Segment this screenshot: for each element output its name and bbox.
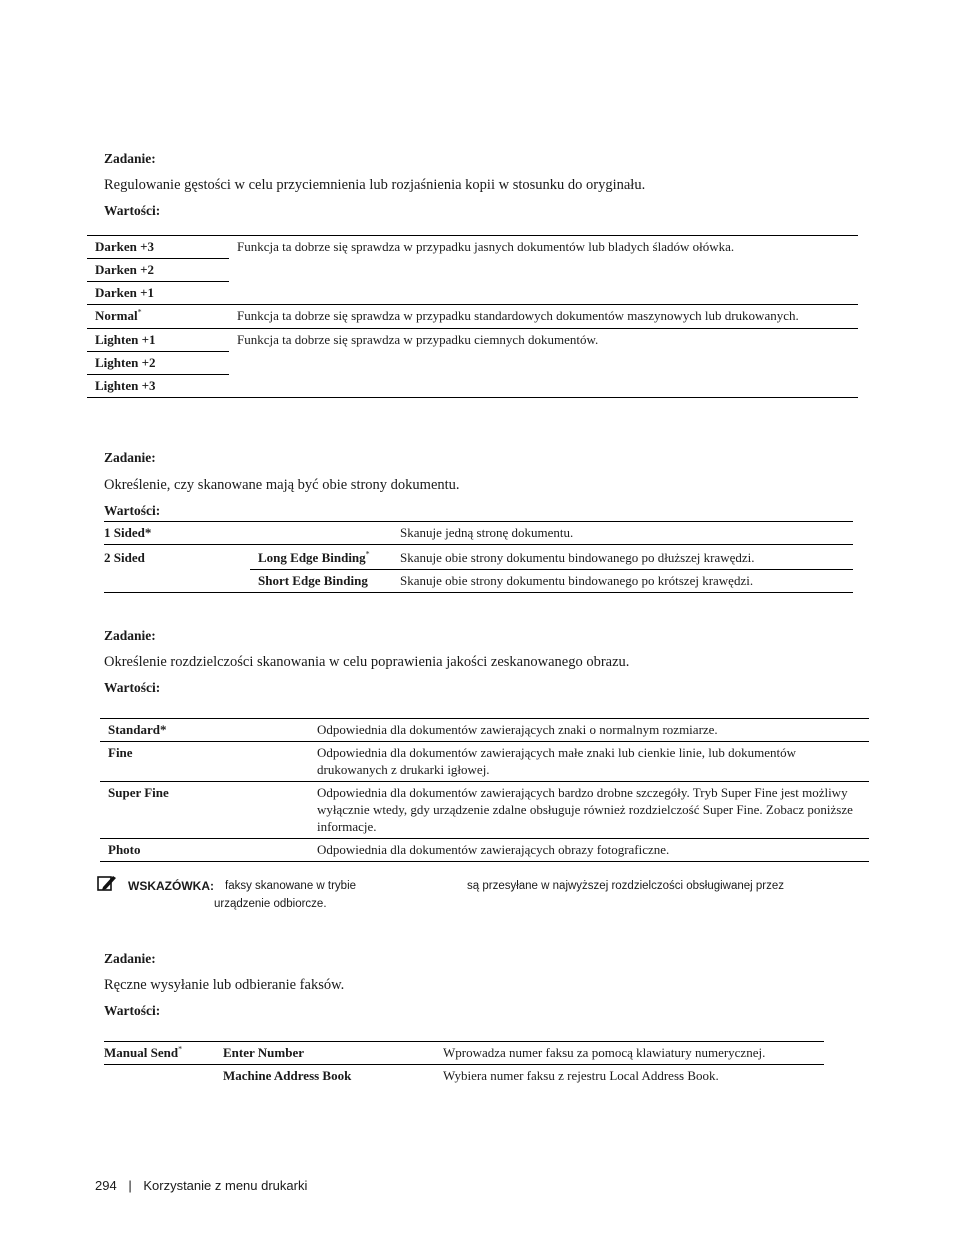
value-name: Super Fine — [100, 782, 309, 839]
values-label: Wartości: — [104, 1003, 161, 1018]
value-description: Odpowiednia dla dokumentów zawierających znaki o normalnym rozmiarze. — [309, 719, 869, 742]
table-row — [104, 1042, 824, 1065]
section-title: Korzystanie z menu drukarki — [143, 1178, 308, 1193]
value-description: Wybiera numer faksu z rejestru Local Address Book. — [443, 1068, 719, 1083]
task-label: Zadanie: — [104, 151, 156, 166]
value-subname — [250, 522, 392, 545]
sides-values-table — [104, 521, 853, 593]
table-row — [104, 545, 853, 570]
value-name-text: Manual Send — [104, 1045, 179, 1060]
value-subname-text: Long Edge Binding — [258, 550, 366, 565]
table-row — [100, 782, 869, 839]
value-subname: Enter Number — [223, 1042, 443, 1065]
value-name: Darken +3 — [87, 236, 229, 259]
footer-separator: | — [128, 1178, 132, 1193]
value-subname — [250, 545, 392, 570]
note-text: faksy skanowane w trybie — [225, 880, 357, 892]
table-row — [100, 719, 869, 742]
page-footer — [95, 1178, 307, 1193]
task-description: Regulowanie gęstości w celu przyciemnienia lub rozjaśnienia kopii w stosunku do oryginału. — [104, 177, 646, 193]
note-label: WSKAZÓWKA: — [128, 879, 214, 893]
value-description: Odpowiednia dla dokumentów zawierających obrazy fotograficzne. — [309, 839, 869, 862]
value-name: Lighten +1 — [87, 329, 229, 352]
value-name: Darken +2 — [87, 259, 229, 282]
value-subname: Machine Address Book — [223, 1068, 352, 1083]
value-name: 1 Sided* — [104, 522, 250, 545]
default-mark: * — [365, 549, 370, 559]
value-description: Skanuje jedną stronę dokumentu. — [392, 522, 853, 545]
values-label: Wartości: — [104, 680, 161, 695]
value-name: Darken +1 — [95, 285, 155, 300]
table-row — [87, 236, 858, 259]
task-description: Określenie, czy skanowane mają być obie strony dokumentu. — [104, 477, 460, 493]
page-number: 294 — [95, 1178, 117, 1193]
task-description: Określenie rozdzielczości skanowania w celu poprawienia jakości zeskanowanego obrazu. — [104, 654, 630, 670]
table-row — [104, 1065, 824, 1088]
table-row — [100, 839, 869, 862]
value-description: Wprowadza numer faksu za pomocą klawiatury numerycznej. — [443, 1042, 824, 1065]
value-subname: Short Edge Binding — [250, 570, 392, 593]
value-name-text: Normal — [95, 308, 138, 323]
value-description: Odpowiednia dla dokumentów zawierających małe znaki lub cienkie linie, lub dokumentów drukowanych z drukarki igłowej. — [309, 742, 869, 782]
note-text: są przesyłane w najwyższej rozdzielczości obsługiwanej przez — [467, 880, 785, 892]
value-name — [104, 1065, 223, 1088]
resolution-values-table — [100, 718, 869, 862]
value-name: Lighten +3 — [87, 375, 229, 398]
default-mark: * — [137, 307, 142, 317]
table-row — [87, 329, 858, 352]
task-label: Zadanie: — [104, 628, 156, 643]
value-name: Fine — [100, 742, 309, 782]
table-row — [104, 570, 853, 593]
pencil-note-icon — [97, 874, 117, 892]
values-label: Wartości: — [104, 203, 161, 218]
value-description: Funkcja ta dobrze się sprawdza w przypadku standardowych dokumentów maszynowych lub drukowanych. — [229, 305, 858, 329]
value-description: Skanuje obie strony dokumentu bindowanego po dłuższej krawędzi. — [392, 545, 853, 570]
value-name: Photo — [100, 839, 309, 862]
task-label: Zadanie: — [104, 951, 156, 966]
value-name — [104, 570, 250, 593]
table-row — [100, 742, 869, 782]
value-description: Skanuje obie strony dokumentu bindowanego po krótszej krawędzi. — [392, 570, 853, 593]
note-text: urządzenie odbiorcze. — [214, 898, 327, 910]
value-name: Standard* — [100, 719, 309, 742]
default-mark: * — [178, 1044, 183, 1054]
value-name: Lighten +2 — [87, 352, 229, 375]
task-description: Ręczne wysyłanie lub odbieranie faksów. — [104, 977, 345, 993]
value-description: Funkcja ta dobrze się sprawdza w przypadku ciemnych dokumentów. — [229, 329, 858, 398]
value-name: 2 Sided — [104, 545, 250, 570]
value-name — [104, 1042, 223, 1065]
manual-send-values-table — [104, 1041, 824, 1087]
value-description: Funkcja ta dobrze się sprawdza w przypadku jasnych dokumentów lub bladych śladów ołówka. — [229, 236, 858, 305]
table-row — [104, 522, 853, 545]
values-label: Wartości: — [104, 503, 161, 518]
table-row — [87, 305, 858, 329]
value-name — [87, 305, 229, 329]
task-label: Zadanie: — [104, 450, 156, 465]
value-description: Odpowiednia dla dokumentów zawierających bardzo drobne szczegóły. Tryb Super Fine jest możliwy wyłącznie wtedy, gdy urządzenie zdalne obsługuje również rozdzielczość Super Fine. Zobacz poniższe informacje. — [309, 782, 869, 839]
density-values-table — [87, 235, 858, 398]
